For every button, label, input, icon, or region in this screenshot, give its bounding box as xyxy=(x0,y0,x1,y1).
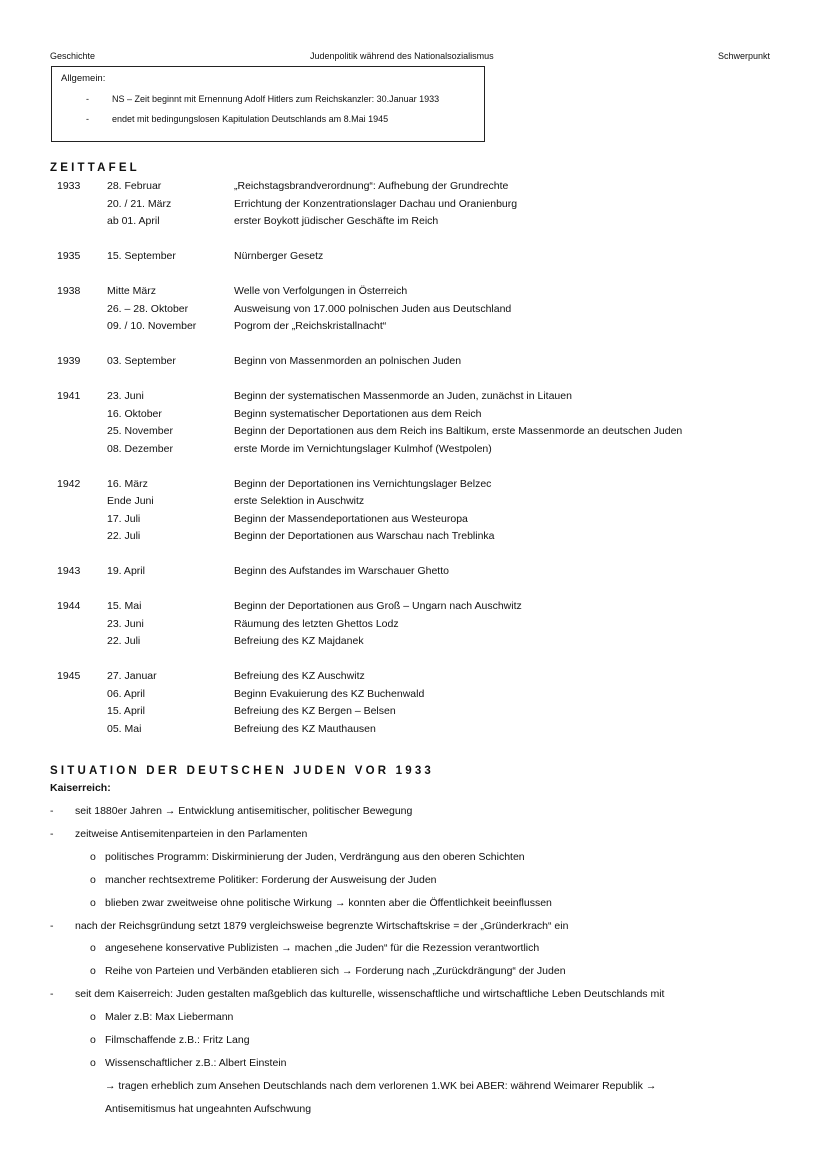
timeline-event: Ausweisung von 17.000 polnischen Juden aus Deutschland xyxy=(234,302,512,315)
timeline-event: Errichtung der Konzentrationslager Dachau und Oranienburg xyxy=(234,197,518,210)
situation-heading: SITUATION DER DEUTSCHEN JUDEN VOR 1933 xyxy=(50,765,435,777)
timeline-date: 08. Dezember xyxy=(107,442,173,455)
timeline-event: Räumung des letzten Ghettos Lodz xyxy=(234,617,399,630)
timeline-date: 15. Mai xyxy=(107,600,142,612)
circle-bullet: o xyxy=(90,1034,96,1046)
timeline-date: 23. Juni xyxy=(107,617,144,630)
situation-line: politisches Programm: Diskirminierung der Juden, Verdrängung aus den oberen Schichten xyxy=(105,850,525,863)
timeline-event: Beginn Evakuierung des KZ Buchenwald xyxy=(234,687,425,700)
situation-line: angesehene konservative Publizisten → machen „die Juden“ für die Rezession verantwortlich xyxy=(105,942,540,955)
allgemein-item: NS – Zeit beginnt mit Ernennung Adolf Hitlers zum Reichskanzler: 30.Januar 1933 xyxy=(112,94,440,104)
timeline-event: Befreiung des KZ Auschwitz xyxy=(234,670,365,682)
timeline-date: 06. April xyxy=(107,687,145,700)
situation-line: seit dem Kaiserreich: Juden gestalten maßgeblich das kulturelle, wissenschaftliche und wirtschaftliche Leben Deutschlands mit xyxy=(75,988,665,1001)
timeline-date: 15. September xyxy=(107,250,176,262)
timeline-event: „Reichstagsbrandverordnung“: Aufhebung der Grundrechte xyxy=(234,180,509,192)
timeline-date: 05. Mai xyxy=(107,722,142,735)
situation-line: → tragen erheblich zum Ansehen Deutschlands nach dem verlorenen 1.WK bei ABER: während Weimarer Republik → xyxy=(105,1079,657,1092)
dash-bullet: - xyxy=(50,988,54,1001)
dash-bullet: - xyxy=(50,827,54,840)
timeline-year: 1944 xyxy=(57,600,81,612)
situation-line: Antisemitismus hat ungeahnten Aufschwung xyxy=(105,1102,312,1115)
timeline-event: Beginn der Massendeportationen aus Westeuropa xyxy=(234,512,468,525)
situation-line: Wissenschaftlicher z.B.: Albert Einstein xyxy=(105,1056,287,1069)
situation-line: blieben zwar zweitweise ohne politische Wirkung → konnten aber die Öffentlichkeit beeinflussen xyxy=(105,896,552,909)
circle-bullet: o xyxy=(90,942,96,955)
dash: - xyxy=(86,94,89,104)
situation-line: seit 1880er Jahren → Entwicklung antisemitischer, politischer Bewegung xyxy=(75,805,413,817)
timeline-event: Beginn der Deportationen aus Warschau nach Treblinka xyxy=(234,530,495,542)
header-subject: Geschichte xyxy=(50,51,96,61)
circle-bullet: o xyxy=(90,850,96,863)
timeline-event: erste Selektion in Auschwitz xyxy=(234,495,365,507)
situation-line: zeitweise Antisemitenparteien in den Parlamenten xyxy=(75,827,308,840)
dash-bullet: - xyxy=(50,805,54,817)
timeline-date: Ende Juni xyxy=(107,495,154,507)
circle-bullet: o xyxy=(90,965,96,978)
timeline-date: 25. November xyxy=(107,425,173,437)
header-tag: Schwerpunkt xyxy=(718,51,771,61)
situation-line: nach der Reichsgründung setzt 1879 vergleichsweise begrenzte Wirtschaftskrise = der „Gründerkrach“ ein xyxy=(75,919,569,932)
situation-line: Filmschaffende z.B.: Fritz Lang xyxy=(105,1034,250,1046)
timeline-date: 22. Juli xyxy=(107,635,141,647)
timeline-date: 20. / 21. März xyxy=(107,197,172,210)
timeline-event: erster Boykott jüdischer Geschäfte im Reich xyxy=(234,215,439,227)
timeline-date: 19. April xyxy=(107,565,145,577)
timeline-year: 1943 xyxy=(57,565,81,577)
timeline-year: 1941 xyxy=(57,390,81,402)
timeline-date: 16. Oktober xyxy=(107,407,162,420)
timeline-event: Beginn der systematischen Massenmorde an Juden, zunächst in Litauen xyxy=(234,390,572,402)
timeline-year: 1942 xyxy=(57,477,81,490)
timeline-event: Nürnberger Gesetz xyxy=(234,250,324,262)
timeline-date: ab 01. April xyxy=(107,215,160,227)
timeline-year: 1933 xyxy=(57,180,81,192)
zeittafel-heading: ZEITTAFEL xyxy=(50,162,140,174)
situation-line: Reihe von Parteien und Verbänden etablieren sich → Forderung nach „Zurückdrängung“ der Juden xyxy=(105,965,566,978)
timeline-event: Beginn der Deportationen aus dem Reich ins Baltikum, erste Massenmorde an deutschen Juden xyxy=(234,425,683,437)
timeline-event: Befreiung des KZ Mauthausen xyxy=(234,722,376,735)
dash: - xyxy=(86,114,89,124)
timeline-date: 28. Februar xyxy=(107,180,162,192)
header-title: Judenpolitik während des Nationalsozialismus xyxy=(310,51,494,61)
circle-bullet: o xyxy=(90,896,96,909)
timeline-event: Beginn der Deportationen ins Vernichtungslager Belzec xyxy=(234,477,492,490)
situation-subheading: Kaiserreich: xyxy=(50,782,111,794)
timeline-date: Mitte März xyxy=(107,285,157,297)
timeline-year: 1945 xyxy=(57,670,81,682)
timeline-year: 1938 xyxy=(57,285,81,297)
timeline-date: 22. Juli xyxy=(107,530,141,542)
timeline-event: Beginn systematischer Deportationen aus dem Reich xyxy=(234,407,482,420)
situation-line: mancher rechtsextreme Politiker: Forderung der Ausweisung der Juden xyxy=(105,873,437,886)
timeline-date: 27. Januar xyxy=(107,670,157,682)
timeline-date: 16. März xyxy=(107,477,148,490)
allgemein-box xyxy=(51,66,485,142)
timeline-date: 15. April xyxy=(107,705,145,717)
timeline-event: Beginn von Massenmorden an polnischen Juden xyxy=(234,355,462,367)
timeline-date: 23. Juni xyxy=(107,390,144,402)
timeline-date: 17. Juli xyxy=(107,512,141,525)
timeline-event: Pogrom der „Reichskristallnacht“ xyxy=(234,320,387,332)
timeline-date: 09. / 10. November xyxy=(107,320,197,332)
timeline-event: Beginn der Deportationen aus Groß – Ungarn nach Auschwitz xyxy=(234,600,522,612)
circle-bullet: o xyxy=(90,873,96,886)
timeline-year: 1935 xyxy=(57,250,81,262)
situation-line: Maler z.B: Max Liebermann xyxy=(105,1011,234,1024)
timeline-event: Befreiung des KZ Majdanek xyxy=(234,635,364,647)
timeline-event: erste Morde im Vernichtungslager Kulmhof (Westpolen) xyxy=(234,442,492,455)
dash-bullet: - xyxy=(50,919,54,932)
timeline-event: Befreiung des KZ Bergen – Belsen xyxy=(234,705,396,717)
timeline-event: Beginn des Aufstandes im Warschauer Ghetto xyxy=(234,565,449,577)
timeline-date: 26. – 28. Oktober xyxy=(107,302,189,315)
allgemein-label: Allgemein: xyxy=(61,73,106,84)
allgemein-item: endet mit bedingungslosen Kapitulation Deutschlands am 8.Mai 1945 xyxy=(112,114,389,124)
circle-bullet: o xyxy=(90,1056,96,1069)
timeline-year: 1939 xyxy=(57,355,81,367)
timeline-date: 03. September xyxy=(107,355,176,367)
circle-bullet: o xyxy=(90,1011,96,1024)
timeline-event: Welle von Verfolgungen in Österreich xyxy=(234,285,408,297)
